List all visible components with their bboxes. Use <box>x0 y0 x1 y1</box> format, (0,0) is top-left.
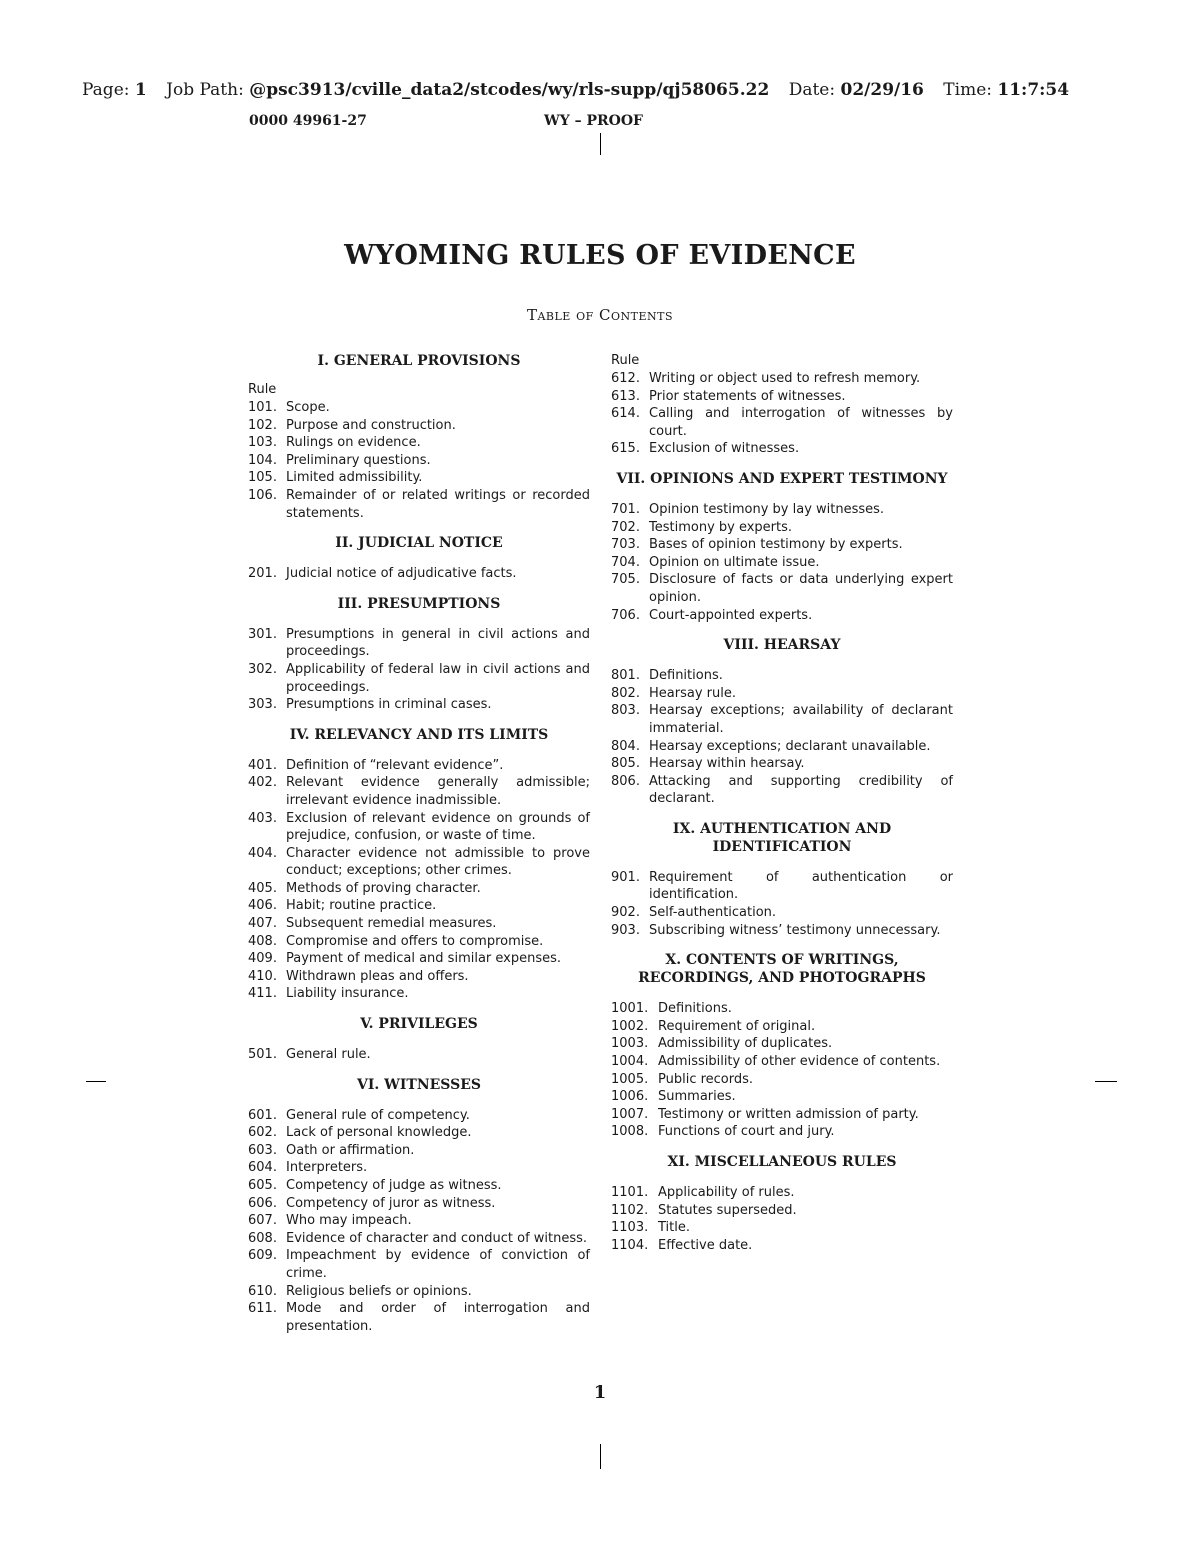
rule-title: Exclusion of witnesses. <box>649 441 800 457</box>
rule-number: 612. <box>611 371 640 386</box>
rule-number: 706. <box>611 607 640 623</box>
rule-title: Title. <box>658 1220 690 1236</box>
toc-entry <box>248 1177 590 1195</box>
toc-entry <box>248 1283 590 1301</box>
toc-entry <box>248 933 590 951</box>
rule-title: Summaries. <box>658 1089 736 1105</box>
proof-id: 0000 49961-27 <box>249 113 367 129</box>
rule-number: 102. <box>248 417 277 433</box>
rule-title: Liability insurance. <box>286 986 409 1002</box>
toc-entry <box>611 922 953 940</box>
proof-header <box>82 80 1069 100</box>
rule-number: 408. <box>248 933 277 949</box>
rule-number: 405. <box>248 880 277 896</box>
rule-title: Scope. <box>286 400 330 415</box>
rule-number: 1005. <box>611 1071 649 1087</box>
toc-entry <box>248 1107 590 1125</box>
rule-number: 406. <box>248 898 277 914</box>
rule-title: Effective date. <box>658 1237 753 1253</box>
rule-title: Who may impeach. <box>286 1213 412 1229</box>
toc-entry <box>611 685 953 703</box>
rule-number: 302. <box>248 661 277 677</box>
rule-number: 1102. <box>611 1202 649 1218</box>
rule-number: 607. <box>248 1213 277 1229</box>
section-heading: VIII. HEARSAY <box>723 637 841 654</box>
rule-number: 804. <box>611 738 640 754</box>
section-heading: IX. AUTHENTICATION AND IDENTIFICATION <box>672 820 892 855</box>
rule-title: Remainder of or related writings or recorded statements. <box>286 487 590 521</box>
rule-title: General rule of competency. <box>286 1107 470 1123</box>
rule-title: Exclusion of relevant evidence on grounds of prejudice, confusion, or waste of time. <box>286 810 590 844</box>
rule-number: 401. <box>248 757 277 773</box>
section-heading: II. JUDICIAL NOTICE <box>335 535 503 552</box>
toc-entry <box>248 696 590 714</box>
rule-title: Self-authentication. <box>649 905 777 921</box>
rule-title: Applicability of rules. <box>658 1185 795 1200</box>
rule-number: 603. <box>248 1142 277 1158</box>
toc-entry <box>611 370 953 388</box>
rule-title: Judicial notice of adjudicative facts. <box>286 566 517 582</box>
rule-title: Public records. <box>658 1071 754 1087</box>
toc-entry <box>248 1046 590 1064</box>
rule-number: 704. <box>611 554 640 570</box>
rule-title: Writing or object used to refresh memory. <box>649 371 921 386</box>
rule-title: Rulings on evidence. <box>286 435 421 451</box>
time-label: Time: <box>943 80 992 100</box>
rule-title: Definitions. <box>649 668 723 684</box>
rule-title: Compromise and offers to compromise. <box>286 933 544 949</box>
rule-number: 106. <box>248 487 277 503</box>
rule-title: Testimony or written admission of party. <box>658 1106 919 1122</box>
rule-number: 608. <box>248 1230 277 1246</box>
rule-title: Statutes superseded. <box>658 1202 797 1218</box>
rule-number: 1008. <box>611 1124 649 1140</box>
rule-title: Preliminary questions. <box>286 452 431 468</box>
rule-title: Hearsay exceptions; declarant unavailable. <box>649 738 931 754</box>
toc-entry <box>248 757 590 775</box>
toc-entry <box>611 773 953 808</box>
toc-entry <box>248 1247 590 1282</box>
rule-label: Rule <box>248 382 277 397</box>
job-path-value: @psc3913/cville_data2/stcodes/wy/rls-supp/qj58065.22 <box>249 80 770 100</box>
toc-entry <box>611 1106 953 1124</box>
crop-mark-bottom <box>600 1444 601 1469</box>
rule-number: 610. <box>248 1283 277 1299</box>
rule-title: Methods of proving character. <box>286 880 481 896</box>
rule-number: 1101. <box>611 1185 649 1200</box>
rule-title: Disclosure of facts or data underlying expert opinion. <box>649 572 953 605</box>
page-value: 1 <box>134 80 147 100</box>
toc-entry <box>248 774 590 809</box>
rule-title: Requirement of authentication or identification. <box>649 869 953 903</box>
toc-entry <box>611 1202 953 1220</box>
crop-mark-left <box>86 1081 106 1082</box>
rule-title: Oath or affirmation. <box>286 1142 415 1158</box>
toc-entry <box>611 755 953 773</box>
rule-number: 1002. <box>611 1018 649 1034</box>
date-value: 02/29/16 <box>840 80 924 100</box>
rule-number: 702. <box>611 519 640 535</box>
section-heading: VI. WITNESSES <box>356 1076 481 1093</box>
toc-entry <box>248 399 590 417</box>
rule-title: Withdrawn pleas and offers. <box>286 968 469 984</box>
toc-entry <box>611 607 953 625</box>
rule-number: 501. <box>248 1047 277 1063</box>
toc-entry <box>248 565 590 583</box>
rule-number: 801. <box>611 668 640 684</box>
toc-entry <box>611 904 953 922</box>
toc-entry <box>248 950 590 968</box>
document-title: WYOMING RULES OF EVIDENCE <box>344 240 856 271</box>
rule-title: Presumptions in criminal cases. <box>286 697 492 713</box>
section-heading: XI. MISCELLANEOUS RULES <box>667 1154 897 1170</box>
rule-number: 602. <box>248 1125 277 1141</box>
rule-number: 601. <box>248 1107 277 1123</box>
rule-number: 1007. <box>611 1106 649 1122</box>
section-heading: VII. OPINIONS AND EXPERT TESTIMONY <box>616 470 948 487</box>
rule-title: Mode and order of interrogation and presentation. <box>286 1301 590 1334</box>
rule-number: 805. <box>611 756 640 772</box>
toc-entry <box>248 1159 590 1177</box>
rule-title: Attacking and supporting credibility of declarant. <box>649 773 953 807</box>
section-heading: III. PRESUMPTIONS <box>337 595 501 612</box>
toc-entry <box>611 405 953 440</box>
rule-number: 1001. <box>611 1001 649 1017</box>
toc-entry <box>611 554 953 572</box>
toc-entry <box>611 440 953 458</box>
job-path-label: Job Path: <box>166 80 244 100</box>
rule-title: Hearsay exceptions; availability of declarant immaterial. <box>649 703 953 736</box>
rule-title: Evidence of character and conduct of witness. <box>286 1230 588 1246</box>
rule-title: General rule. <box>286 1047 371 1063</box>
toc-entry <box>611 869 953 904</box>
rule-number: 902. <box>611 905 640 921</box>
rule-number: 301. <box>248 626 277 642</box>
toc-entry <box>611 571 953 606</box>
toc-entry <box>248 1230 590 1248</box>
rule-number: 403. <box>248 810 277 826</box>
toc-entry <box>248 1124 590 1142</box>
toc-entry <box>248 434 590 452</box>
toc-entry <box>248 985 590 1003</box>
crop-mark-right <box>1095 1081 1117 1082</box>
toc-entry <box>611 738 953 756</box>
rule-number: 802. <box>611 685 640 701</box>
rule-number: 609. <box>248 1248 277 1264</box>
rule-title: Lack of personal knowledge. <box>286 1125 472 1141</box>
rule-number: 701. <box>611 501 640 517</box>
rule-title: Limited admissibility. <box>286 470 423 486</box>
toc-entry <box>248 1300 590 1335</box>
rule-number: 703. <box>611 537 640 553</box>
rule-title: Admissibility of duplicates. <box>658 1036 833 1052</box>
rule-number: 1004. <box>611 1054 649 1070</box>
rule-title: Definition of “relevant evidence”. <box>286 757 504 773</box>
rule-number: 1103. <box>611 1220 649 1236</box>
toc-entry <box>611 1053 953 1071</box>
rule-title: Hearsay within hearsay. <box>649 756 805 772</box>
toc-entry <box>248 1142 590 1160</box>
rule-number: 402. <box>248 775 277 791</box>
section-heading: IV. RELEVANCY AND ITS LIMITS <box>289 726 549 743</box>
toc-entry <box>248 880 590 898</box>
toc-entry <box>248 1195 590 1213</box>
rule-number: 613. <box>611 388 640 404</box>
toc-entry <box>248 897 590 915</box>
page-number: 1 <box>593 1382 607 1403</box>
rule-number: 104. <box>248 452 277 468</box>
rule-number: 411. <box>248 986 277 1002</box>
rule-number: 407. <box>248 916 277 932</box>
rule-number: 404. <box>248 845 277 861</box>
rule-title: Requirement of original. <box>658 1018 816 1034</box>
rule-number: 101. <box>248 400 277 415</box>
rule-title: Opinion testimony by lay witnesses. <box>649 501 885 517</box>
toc-entry <box>248 452 590 470</box>
rule-title: Competency of judge as witness. <box>286 1178 502 1193</box>
rule-number: 1104. <box>611 1237 649 1253</box>
toc-entry <box>248 915 590 933</box>
section-heading: V. PRIVILEGES <box>360 1016 478 1033</box>
rule-number: 1006. <box>611 1089 649 1105</box>
toc-entry <box>248 626 590 661</box>
rule-title: Impeachment by evidence of conviction of crime. <box>286 1248 590 1281</box>
toc-entry <box>248 1212 590 1230</box>
rule-title: Functions of court and jury. <box>658 1124 835 1140</box>
rule-number: 1003. <box>611 1036 649 1052</box>
toc-entry <box>611 1123 953 1141</box>
rule-title: Presumptions in general in civil actions and proceedings. <box>286 626 590 660</box>
rule-number: 201. <box>248 566 277 582</box>
proof-state: WY – PROOF <box>544 113 643 129</box>
rule-number: 604. <box>248 1160 277 1176</box>
rule-title: Applicability of federal law in civil actions and proceedings. <box>286 661 590 695</box>
rule-title: Competency of juror as witness. <box>286 1195 496 1211</box>
toc-entry <box>248 968 590 986</box>
rule-number: 803. <box>611 703 640 719</box>
date-label: Date: <box>788 80 836 100</box>
rule-number: 303. <box>248 697 277 713</box>
rule-title: Admissibility of other evidence of contents. <box>658 1054 941 1070</box>
rule-title: Interpreters. <box>286 1160 368 1176</box>
rule-title: Subsequent remedial measures. <box>286 916 497 932</box>
toc-entry <box>611 1184 953 1202</box>
toc-entry <box>611 536 953 554</box>
rule-title: Opinion on ultimate issue. <box>649 554 820 570</box>
rule-title: Testimony by experts. <box>649 519 793 535</box>
rule-title: Court-appointed experts. <box>649 607 813 623</box>
rule-number: 409. <box>248 951 277 967</box>
rule-title: Definitions. <box>658 1001 732 1017</box>
rule-title: Subscribing witness’ testimony unnecessary. <box>649 922 941 938</box>
crop-mark-top <box>600 133 601 155</box>
rule-title: Religious beliefs or opinions. <box>286 1283 472 1299</box>
toc-entry <box>248 845 590 880</box>
toc-entry <box>611 702 953 737</box>
rule-title: Payment of medical and similar expenses. <box>286 951 562 967</box>
rule-title: Purpose and construction. <box>286 417 456 433</box>
section-heading: X. CONTENTS OF WRITINGS, RECORDINGS, AND PHOTOGRAPHS <box>638 952 926 987</box>
toc-entry <box>611 1071 953 1089</box>
rule-title: Habit; routine practice. <box>286 898 437 914</box>
rule-title: Character evidence not admissible to prove conduct; exceptions; other crimes. <box>286 845 590 879</box>
rule-number: 705. <box>611 572 640 588</box>
section-heading: I. GENERAL PROVISIONS <box>317 353 521 369</box>
toc-entry <box>611 519 953 537</box>
toc-right-column <box>611 352 953 1254</box>
rule-number: 606. <box>248 1195 277 1211</box>
rule-number: 105. <box>248 470 277 486</box>
rule-number: 614. <box>611 406 640 422</box>
toc-entry <box>611 501 953 519</box>
toc-left-column <box>248 352 590 1335</box>
time-value: 11:7:54 <box>997 80 1070 100</box>
rule-number: 410. <box>248 968 277 984</box>
rule-title: Hearsay rule. <box>649 685 736 701</box>
toc-heading: Table of Contents <box>526 306 674 324</box>
rule-number: 903. <box>611 922 640 938</box>
toc-entry <box>611 667 953 685</box>
toc-entry <box>611 1219 953 1237</box>
rule-label: Rule <box>611 353 640 368</box>
page-label: Page: <box>82 80 130 100</box>
toc-entry <box>248 469 590 487</box>
rule-number: 806. <box>611 773 640 789</box>
rule-number: 103. <box>248 435 277 451</box>
toc-entry <box>611 1035 953 1053</box>
toc-entry <box>611 1237 953 1255</box>
rule-title: Relevant evidence generally admissible; irrelevant evidence inadmissible. <box>286 775 590 808</box>
toc-entry <box>611 1018 953 1036</box>
rule-title: Prior statements of witnesses. <box>649 388 846 404</box>
rule-number: 605. <box>248 1178 277 1193</box>
toc-entry <box>611 1088 953 1106</box>
rule-title: Calling and interrogation of witnesses by court. <box>649 406 953 439</box>
rule-title: Bases of opinion testimony by experts. <box>649 537 903 553</box>
rule-number: 611. <box>248 1301 277 1317</box>
rule-number: 615. <box>611 441 640 457</box>
toc-entry <box>248 417 590 435</box>
toc-entry <box>248 487 590 522</box>
toc-entry <box>611 388 953 406</box>
toc-entry <box>248 810 590 845</box>
rule-number: 901. <box>611 869 640 885</box>
toc-entry <box>611 1000 953 1018</box>
toc-entry <box>248 661 590 696</box>
